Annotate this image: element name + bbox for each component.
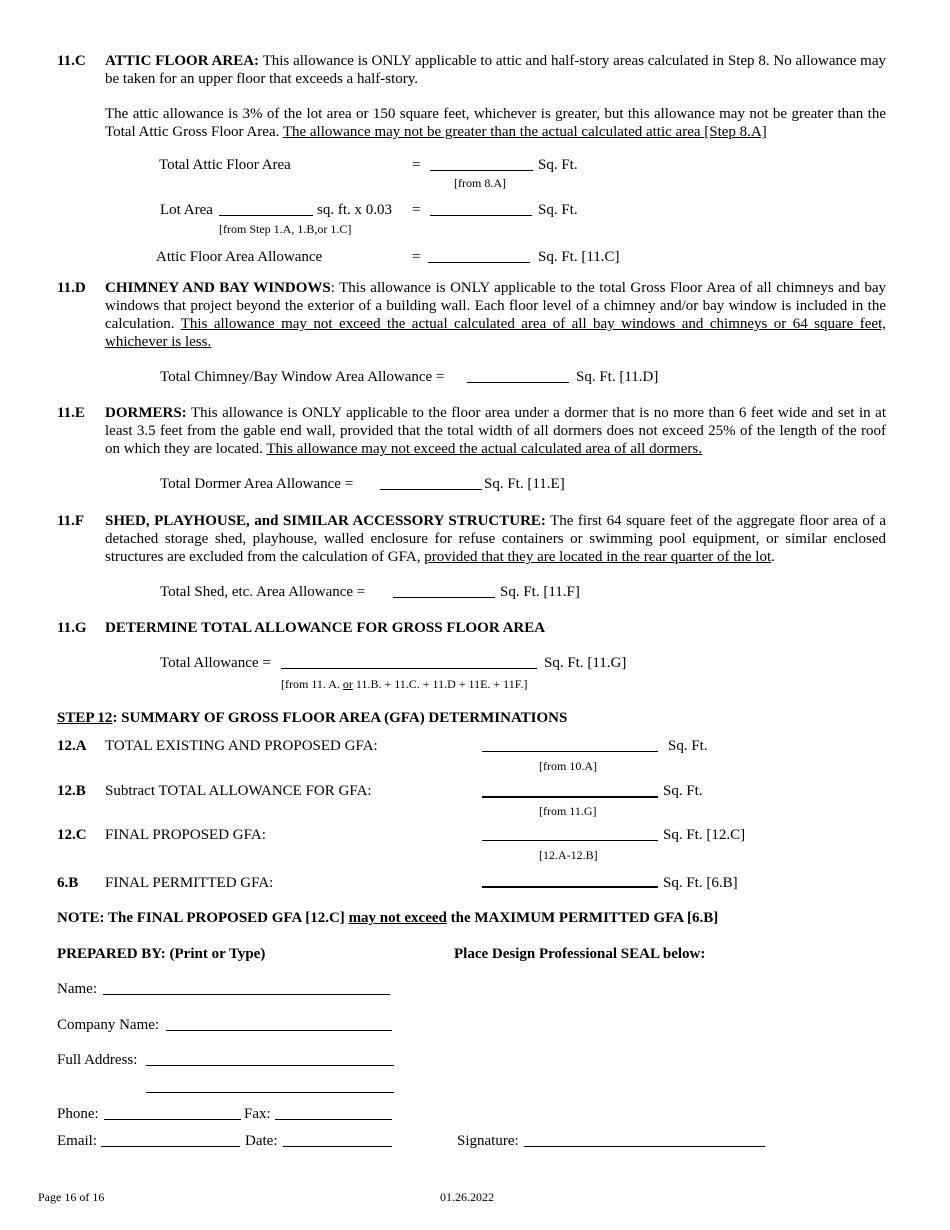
revision-date: 01.26.2022	[440, 1190, 494, 1204]
section-11d-underlined: This allowance may not exceed the actual calculated area of all bay windows and chimneys or 64 square feet, whichever is less.	[105, 316, 886, 350]
dormer-allowance-field[interactable]	[380, 489, 482, 490]
section-number-11d: 11.D	[57, 280, 86, 296]
note-part: NOTE: The FINAL PROPOSED GFA [12.C]	[57, 910, 349, 926]
unit-label: Sq. Ft.	[663, 783, 703, 799]
row-label: TOTAL EXISTING AND PROPOSED GFA:	[105, 738, 378, 754]
source-note: [from 11.G]	[539, 804, 597, 818]
section-11c-body: This allowance is ONLY applicable to attic and half-story areas calculated in Step 8. No allowance may be taken for an upper floor that exceeds a half-story.	[105, 53, 887, 87]
section-11g-title: DETERMINE TOTAL ALLOWANCE FOR GROSS FLOOR AREA	[105, 620, 546, 636]
row-number: 6.B	[57, 875, 79, 891]
unit-label: Sq. Ft. [6.B]	[663, 875, 738, 891]
seal-heading: Place Design Professional SEAL below:	[454, 946, 706, 962]
total-attic-floor-area-label: Total Attic Floor Area	[159, 157, 291, 173]
fax-label: Fax:	[244, 1106, 271, 1122]
lot-area-field[interactable]	[219, 215, 313, 216]
signature-field[interactable]	[524, 1146, 765, 1147]
row-label: FINAL PERMITTED GFA:	[105, 875, 274, 891]
section-11c-paragraph-2	[105, 105, 886, 141]
shed-allowance-label: Total Shed, etc. Area Allowance =	[160, 584, 366, 600]
lot-area-multiplier: sq. ft. x 0.03	[317, 202, 392, 218]
source-note: [from 10.A]	[539, 759, 597, 773]
attic-allowance-underlined: The allowance may not be greater than the actual calculated attic area [Step 8.A]	[282, 124, 767, 140]
lot-area-label: Lot Area	[160, 202, 213, 218]
row-number: 12.A	[57, 738, 87, 754]
attic-floor-area-allowance-label: Attic Floor Area Allowance	[156, 249, 323, 265]
section-number-11e: 11.E	[57, 405, 85, 421]
unit-label: Sq. Ft.	[538, 202, 578, 218]
attic-floor-area-allowance-field[interactable]	[428, 262, 530, 263]
section-11e-title: DORMERS:	[105, 405, 187, 421]
section-11d-body: : This allowance is ONLY applicable to the total Gross Floor Area of all chimneys and bay windows that project beyond the exterior of a building wall. Each floor level of a chimney and/or bay window is included in the calculation.	[105, 280, 886, 332]
note-part: the MAXIMUM PERMITTED GFA [6.B]	[446, 910, 719, 926]
section-11e-text	[105, 404, 886, 458]
equals-sign: =	[412, 157, 421, 173]
row-number: 12.B	[57, 783, 86, 799]
section-11f-underlined: provided that they are located in the rear quarter of the lot	[424, 549, 772, 565]
source-note-or: or	[342, 677, 353, 691]
attic-allowance-text: The attic allowance is 3% of the lot area or 150 square feet, whichever is greater, but this allowance may not be greater than the Total Attic Gross Floor Area.	[105, 106, 886, 140]
unit-label: Sq. Ft. [11.E]	[484, 476, 565, 492]
unit-label: Sq. Ft. [11.D]	[576, 369, 659, 385]
source-note: [12.A-12.B]	[539, 848, 598, 862]
unit-label: Sq. Ft.	[668, 738, 708, 754]
unit-label: Sq. Ft.	[538, 157, 578, 173]
company-name-label: Company Name:	[57, 1017, 160, 1033]
section-11e-underlined: This allowance may not exceed the actual calculated area of all dormers.	[266, 441, 702, 457]
section-11f-title: SHED, PLAYHOUSE, and SIMILAR ACCESSORY STRUCTURE:	[105, 513, 546, 529]
shed-allowance-field[interactable]	[393, 597, 495, 598]
lot-area-result-field[interactable]	[430, 215, 532, 216]
dormer-allowance-label: Total Dormer Area Allowance =	[160, 476, 354, 492]
phone-field[interactable]	[104, 1119, 241, 1120]
unit-label: Sq. Ft. [12.C]	[663, 827, 746, 843]
email-field[interactable]	[101, 1146, 240, 1147]
row-label: FINAL PROPOSED GFA:	[105, 827, 266, 843]
note-underlined: may not exceed	[348, 910, 447, 926]
chimney-bay-allowance-field[interactable]	[467, 382, 569, 383]
unit-label: Sq. Ft. [11.F]	[500, 584, 580, 600]
subtract-total-allowance-field[interactable]	[482, 796, 658, 798]
section-number-11f: 11.F	[57, 513, 85, 529]
section-11d-title: CHIMNEY AND BAY WINDOWS	[105, 280, 331, 296]
date-field[interactable]	[283, 1146, 392, 1147]
section-11e-body: This allowance is ONLY applicable to the floor area under a dormer that is no more than 6 feet wide and set in at least 3.5 feet from the gable end wall, provided that the total width of all dormers does not exceed 25% of the length of the roof on which they are located.	[105, 405, 886, 457]
row-number: 12.C	[57, 827, 87, 843]
total-allowance-field[interactable]	[281, 668, 537, 669]
section-number-11g: 11.G	[57, 620, 87, 636]
section-11f-end: .	[771, 549, 775, 565]
page-number: Page 16 of 16	[38, 1190, 105, 1204]
fax-field[interactable]	[275, 1119, 392, 1120]
name-field[interactable]	[103, 994, 390, 995]
step-12-label: STEP 12	[57, 710, 113, 726]
source-note	[281, 675, 527, 693]
section-11c-title: ATTIC FLOOR AREA:	[105, 53, 260, 69]
chimney-bay-allowance-label: Total Chimney/Bay Window Area Allowance =	[160, 369, 445, 385]
full-address-field-line-2[interactable]	[146, 1092, 394, 1093]
unit-label: Sq. Ft. [11.G]	[544, 655, 627, 671]
row-label: Subtract TOTAL ALLOWANCE FOR GFA:	[105, 783, 372, 799]
section-11f-text	[105, 512, 886, 566]
total-existing-proposed-gfa-field[interactable]	[482, 751, 658, 752]
final-permitted-gfa-field[interactable]	[482, 886, 658, 888]
name-label: Name:	[57, 981, 97, 997]
equals-sign: =	[412, 202, 421, 218]
phone-label: Phone:	[57, 1106, 99, 1122]
unit-label: Sq. Ft. [11.C]	[538, 249, 620, 265]
full-address-label: Full Address:	[57, 1052, 138, 1068]
total-attic-floor-area-field[interactable]	[430, 170, 533, 171]
company-name-field[interactable]	[166, 1030, 392, 1031]
step-12-heading	[57, 709, 567, 727]
source-note-part: 11.B. + 11.C. + 11.D + 11E. + 11F.]	[352, 677, 528, 691]
date-label: Date:	[245, 1133, 278, 1149]
source-note: [from 8.A]	[454, 176, 506, 190]
full-address-field[interactable]	[146, 1065, 394, 1066]
section-number-11c: 11.C	[57, 53, 86, 69]
signature-label: Signature:	[457, 1133, 519, 1149]
step-12-title: : SUMMARY OF GROSS FLOOR AREA (GFA) DETERMINATIONS	[112, 710, 568, 726]
equals-sign: =	[412, 249, 421, 265]
section-11f-body: The first 64 square feet of the aggregate floor area of a detached storage shed, playhouse, walled enclosure for refuse containers or swimming pool equipment, or similar enclosed structures are excluded from the calculation of GFA,	[105, 513, 886, 565]
source-note: [from Step 1.A, 1.B,or 1.C]	[219, 222, 352, 236]
final-proposed-gfa-field[interactable]	[482, 840, 658, 841]
email-label: Email:	[57, 1133, 97, 1149]
prepared-by-heading: PREPARED BY: (Print or Type)	[57, 946, 266, 962]
gfa-note	[57, 909, 718, 927]
section-11d-text	[105, 279, 886, 351]
section-11c-text	[105, 52, 886, 88]
total-allowance-label: Total Allowance =	[160, 655, 271, 671]
source-note-part: [from 11. A.	[281, 677, 343, 691]
